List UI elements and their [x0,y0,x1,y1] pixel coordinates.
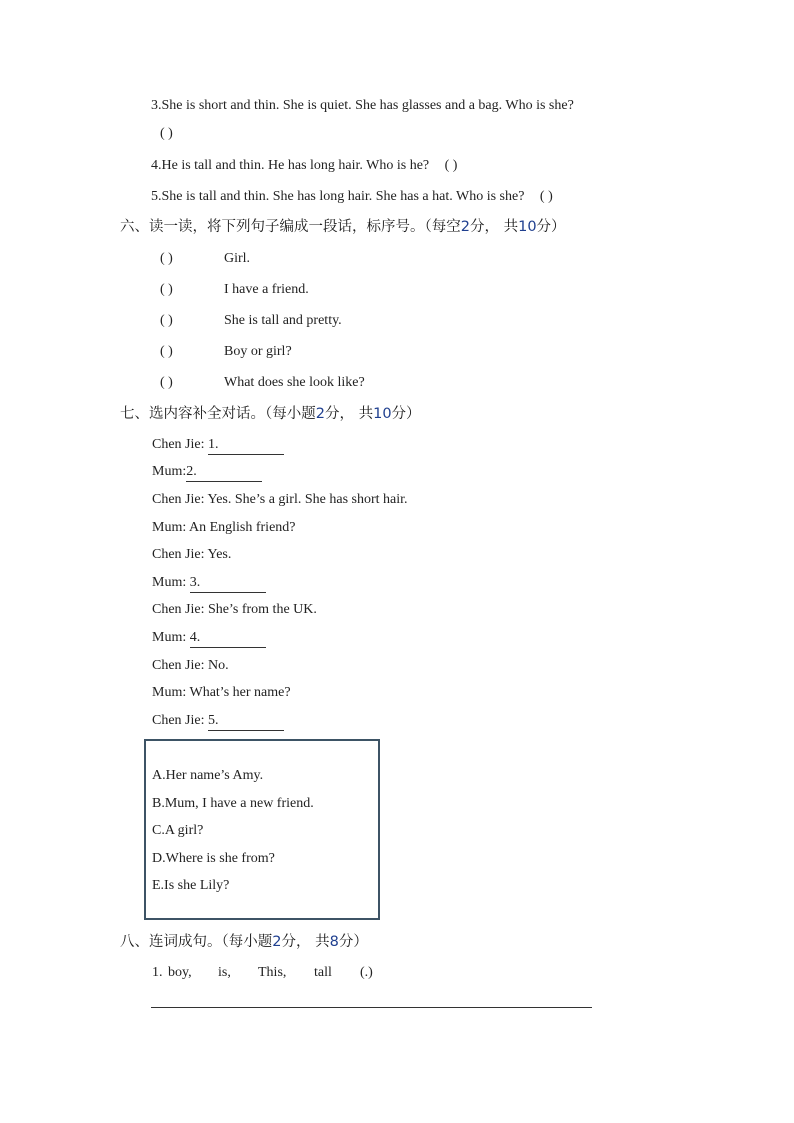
dialog-blank-5[interactable] [208,712,284,731]
dialog-speaker: Chen Jie: [152,492,205,507]
blank-number: 1. [208,437,219,452]
dialog-line-1 [152,436,284,455]
blank-number: 3. [189,575,201,590]
order-paren[interactable]: ( ) [160,344,173,359]
dialog-text: An English friend? [188,520,296,535]
order-item-text: Girl. [224,251,251,266]
section-8-points: 2 [272,934,282,950]
dialog-text: Yes. She’s a girl. She has short hair. [207,492,408,507]
order-item-5 [160,374,365,392]
dialog-speaker: Chen Jie: [152,658,205,673]
section-7-points: 2 [315,406,325,422]
section-8-title-end: 分） [338,934,368,950]
order-paren[interactable]: ( ) [160,375,173,390]
order-item-2 [160,281,309,299]
dialog-line-11 [152,712,284,731]
dialog-line-6 [152,574,266,593]
section-8-total: 8 [329,934,339,950]
answer-paren-4[interactable]: ( ) [444,158,458,173]
scramble-word: boy, [168,965,192,980]
order-item-text: Boy or girl? [224,344,292,359]
section-6-title: 六、读一读，将下列句子编成一段话，标序号。（每空 [120,219,461,235]
order-item-3 [160,312,342,330]
dialog-blank-4[interactable] [190,629,266,648]
question-4-text: 4.He is tall and thin. He has long hair. Who is he? [151,158,430,173]
scramble-number: 1. [152,965,163,980]
answer-line-1[interactable] [151,1007,592,1008]
option-c: C.A girl? [152,823,204,838]
dialog-speaker: Chen Jie: [152,713,205,728]
section-6-title-end: 分） [536,219,566,235]
order-paren[interactable]: ( ) [160,313,173,328]
dialog-line-8 [152,629,266,648]
dialog-speaker: Mum: [152,464,187,479]
dialog-speaker: Mum: [152,575,187,590]
scramble-word: This, [258,965,287,980]
dialog-line-7 [152,601,317,619]
section-8-heading [120,933,368,951]
dialog-text: What’s her name? [189,685,291,700]
scramble-word: is, [218,965,231,980]
question-5-text: 5.She is tall and thin. She has long hair. She has a hat. Who is she? [151,189,525,204]
section-8-title: 八、连词成句。（每小题 [120,934,273,950]
dialog-speaker: Chen Jie: [152,437,205,452]
answer-paren-3[interactable]: ( ) [160,126,173,141]
scramble-word: tall [314,965,332,980]
scramble-item-1 [152,964,373,982]
blank-number: 2. [186,464,197,479]
order-item-1 [160,250,251,268]
dialog-speaker: Mum: [152,685,187,700]
blank-number: 4. [189,630,201,645]
question-3-text: 3.She is short and thin. She is quiet. She has glasses and a bag. Who is she? [151,98,574,113]
order-item-text: She is tall and pretty. [224,313,342,328]
section-6-title-mid: 分， 共 [469,219,519,235]
dialog-blank-2[interactable] [186,463,262,482]
dialog-text: No. [208,658,229,673]
section-7-title: 七、选内容补全对话。（每小题 [120,406,316,422]
question-3 [151,97,574,115]
dialog-line-2 [152,463,262,482]
answer-paren-5[interactable]: ( ) [539,189,553,204]
question-5 [151,188,553,206]
dialog-line-10 [152,684,291,702]
dialog-speaker: Chen Jie: [152,547,205,562]
dialog-text: She’s from the UK. [208,602,317,617]
scramble-word: (.) [360,965,373,980]
section-7-title-mid: 分， 共 [324,406,374,422]
dialog-line-9 [152,657,229,675]
dialog-text: Yes. [207,547,232,562]
dialog-blank-3[interactable] [190,574,266,593]
dialog-speaker: Mum: [152,520,187,535]
blank-number: 5. [208,713,219,728]
section-8-title-mid: 分， 共 [281,934,330,950]
section-6-points: 2 [460,219,470,235]
dialog-line-3 [152,491,408,509]
option-d: D.Where is she from? [152,851,275,866]
question-4 [151,157,457,175]
order-paren[interactable]: ( ) [160,251,173,266]
order-item-4 [160,343,292,361]
dialog-line-5 [152,546,231,564]
dialog-blank-1[interactable] [208,436,284,455]
dialog-speaker: Mum: [152,630,187,645]
dialog-speaker: Chen Jie: [152,602,205,617]
option-a: A.Her name’s Amy. [152,768,264,783]
order-item-text: What does she look like? [224,375,365,390]
order-item-text: I have a friend. [224,282,309,297]
option-b: B.Mum, I have a new friend. [152,796,314,811]
section-6-total: 10 [518,219,537,235]
option-e: E.Is she Lily? [152,878,230,893]
section-7-heading [120,405,421,423]
order-paren[interactable]: ( ) [160,282,173,297]
dialog-line-4 [152,519,296,537]
section-6-heading [120,218,566,236]
section-7-total: 10 [373,406,392,422]
section-7-title-end: 分） [391,406,421,422]
